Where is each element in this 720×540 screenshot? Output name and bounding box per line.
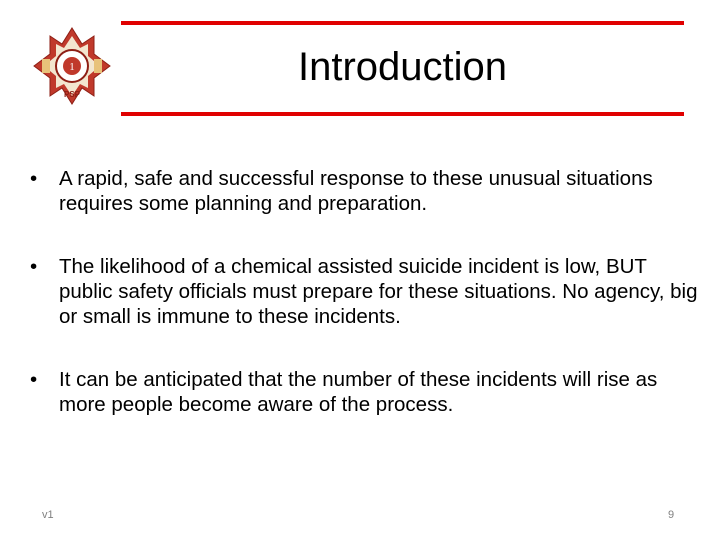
logo-text: PSP [63, 90, 81, 99]
bullet-text: A rapid, safe and successful response to these unusual situations requires some planning and preparation. [59, 167, 653, 215]
bullet-dot-icon: • [30, 167, 38, 190]
bullet-item [30, 166, 700, 216]
title-rule-bottom [121, 112, 684, 116]
slide-title: Introduction [297, 45, 508, 89]
bullet-item [30, 367, 700, 417]
bullet-dot-icon: • [30, 255, 38, 278]
page-number: 9 [668, 509, 675, 521]
bullet-item [30, 254, 700, 329]
footer-version: v1 [42, 509, 54, 521]
bullet-list [30, 166, 700, 417]
bullet-dot-icon: • [30, 368, 38, 391]
svg-text:1: 1 [69, 61, 75, 73]
bullet-text: The likelihood of a chemical assisted suicide incident is low, BUT public safety officials must prepare for these situations. No agency, big or small is immune to these incidents. [59, 255, 698, 328]
title-rule-top [121, 21, 684, 25]
bullet-text: It can be anticipated that the number of these incidents will rise as more people become aware of the process. [59, 368, 658, 416]
fire-department-logo-icon [32, 26, 112, 106]
